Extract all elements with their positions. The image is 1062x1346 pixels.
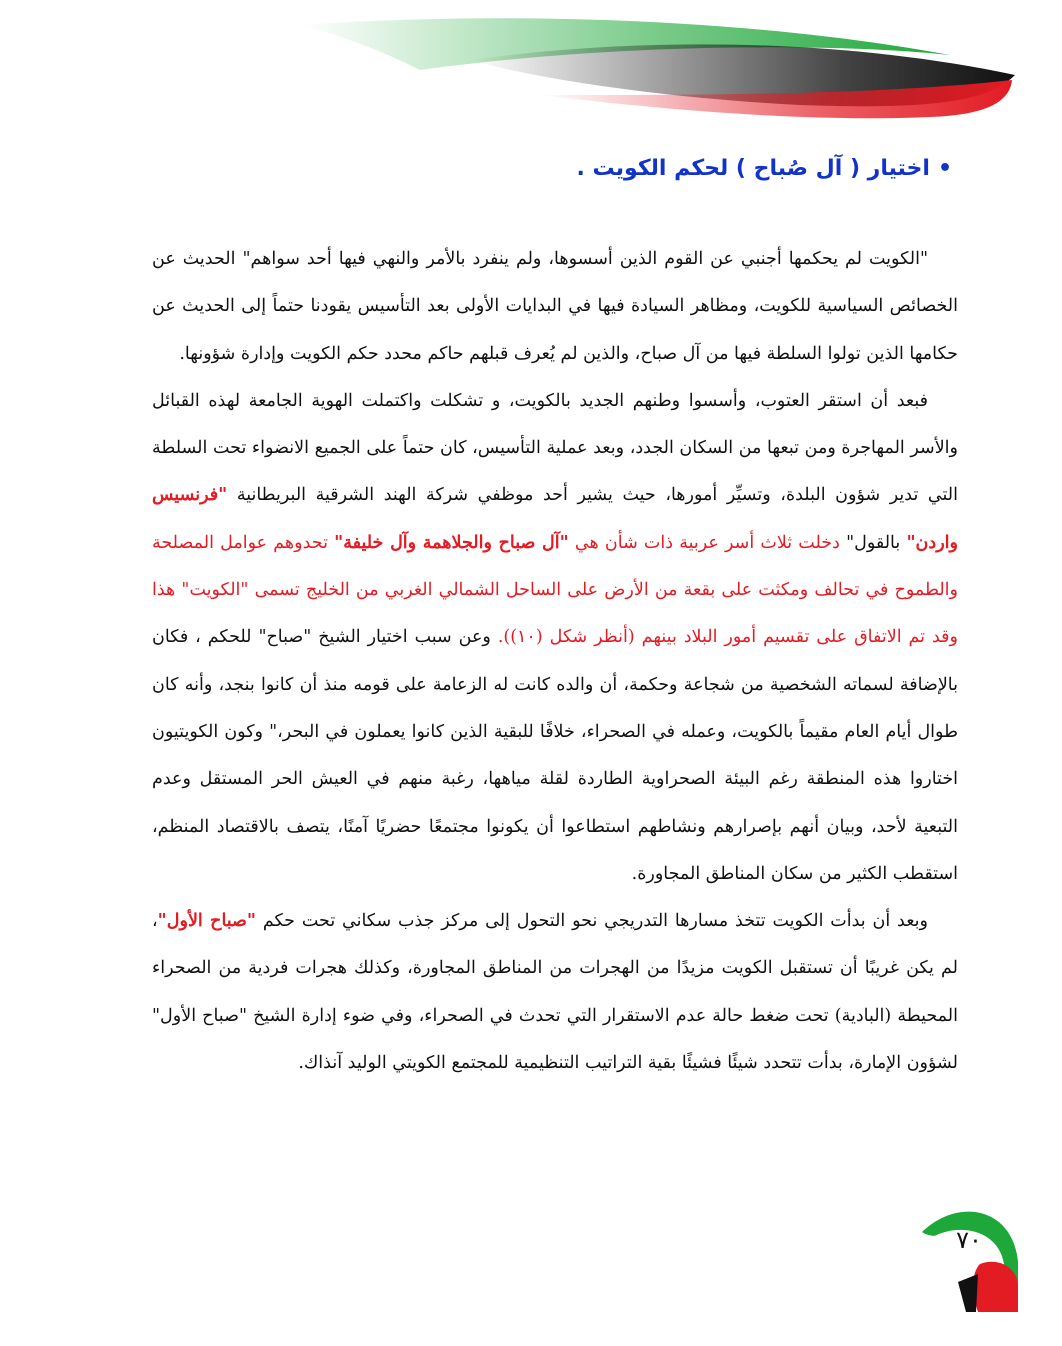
- heading-bullet: •: [937, 156, 952, 181]
- paragraph-2-part-c: بالقول": [846, 532, 901, 553]
- article-body: [152, 236, 958, 1087]
- paragraph-1: "الكويت لم يحكمها أجنبي عن القوم الذين أسسوها، ولم ينفرد بالأمر والنهي فيها أحد سواهم" الحديث عن الخصائص السياسية للكويت، ومظاهر السيادة فيها في البدايات الأولى بعد التأسيس يقودنا حتماً إلى الحديث عن حكامها الذين تولوا السلطة فيها من آل صباح، والذين لم يُعرف قبلهم حاكم محدد حكم الكويت وإدارة شؤونها.: [152, 249, 958, 364]
- paragraph-2-part-a: فبعد أن استقر العتوب، وأسسوا وطنهم الجديد بالكويت، و تشكلت واكتملت الهوية الجامعة لهذه القبائل والأسر المهاجرة ومن تبعها من السكان الجدد، وبعد عملية التأسيس، كان حتماً على الجميع الانضواء تحت السلطة التي تدير شؤون البلدة، وتسيِّر أمورها، حيث يشير أحد موظفي شركة الهند الشرقية البريطانية: [152, 390, 958, 506]
- paragraph-3-part-c: ، لم يكن غريبًا أن تستقبل الكويت مزيدًا من الهجرات من المناطق المجاورة، وكذلك هجرات فردية من الصحراء المحيطة (البادية) تحت ضغط حالة عدم الاستقرار التي تحدث في الصحراء، وفي ضوء إدارة الشيخ "صباح الأول" لشؤون الإمارة، بدأت تتحدد شيئًا فشيئًا بقية التراتيب التنظيمية للمجتمع الكويتي الوليد آنذاك.: [152, 911, 958, 1074]
- heading-text: اختيار ( آل صُباح ) لحكم الكويت .: [576, 156, 930, 181]
- paragraph-2-part-g: وعن سبب اختيار الشيخ "صباح" للحكم ، فكان بالإضافة لسماته الشخصية من شجاعة وحكمة، أن والده كانت له الزعامة على قومه منذ أن كانوا بنجد، وأنه كان طوال أيام العام مقيماً بالكويت، وعمله في الصحراء، خلافًا للبقية الذين كانوا يعملون في البحر،" وكون الكويتيون اختاروا هذه المنطقة رغم البيئة الصحراوية الطاردة لقلة مياهها، رغبة منهم في العيش الحر المستقل وعدم التبعية لأحد، وبيان أنهم بإصرارهم ونشاطهم استطاعوا أن يكونوا مجتمعًا حضريًا آمنًا، يتصف بالاقتصاد المنظم، استقطب الكثير من سكان المناطق المجاورة.: [152, 627, 958, 884]
- quote-sabah-first: "صباح الأول": [157, 911, 257, 932]
- section-heading: [192, 156, 952, 181]
- quote-three-families: "آل صباح والجلاهمة وآل خليفة": [334, 532, 569, 553]
- paragraph-3-part-a: وبعد أن بدأت الكويت تتخذ مسارها التدريجي نحو التحول إلى مركز جذب سكاني تحت حكم: [262, 911, 928, 932]
- flag-swoosh-decoration: [0, 0, 1062, 130]
- quote-francis-warden: "فرنسيس واردن": [152, 485, 958, 553]
- paragraph-3: [152, 898, 958, 1087]
- paragraph-2: [152, 378, 958, 898]
- paragraph-2-part-f: تحدوهم عوامل المصلحة والطموح في تحالف ومكثت على بقعة من الأرض على الساحل الشمالي الغربي من الخليج تسمى "الكويت" هذا وقد تم الاتفاق على تقسيم أمور البلاد بينهم (أنظر شكل (١٠)).: [152, 532, 958, 648]
- page-number: ٧٠: [956, 1226, 982, 1254]
- page-number-badge: [918, 1202, 1022, 1312]
- paragraph-2-part-d: دخلت ثلاث أسر عربية ذات شأن هي: [574, 532, 840, 553]
